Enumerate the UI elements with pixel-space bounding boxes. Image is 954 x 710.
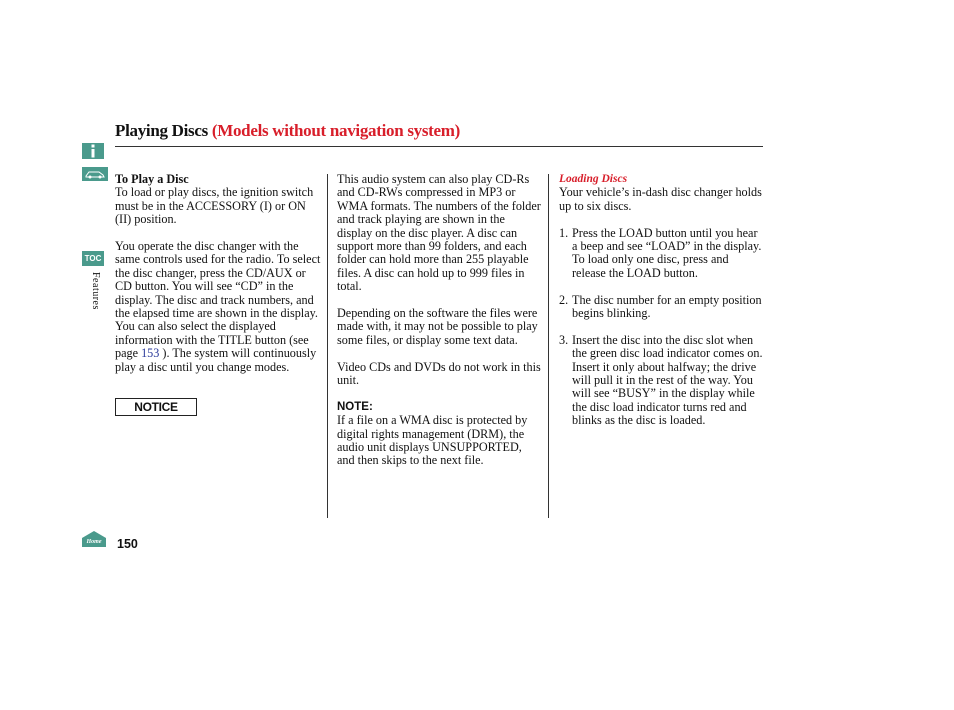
note-label: NOTE: xyxy=(337,400,373,413)
step-number: 3. xyxy=(559,332,569,347)
column-3 xyxy=(559,173,763,441)
page-title-sub: (Models without navigation system) xyxy=(211,121,460,140)
step-text: Press the LOAD button until you hear a beep and see “LOAD” in the display. To load only one disc, press and release the LOAD button. xyxy=(572,225,762,280)
notice-badge[interactable]: NOTICE xyxy=(115,398,197,416)
loading-steps-list xyxy=(559,227,763,428)
page-link-153[interactable]: 153 xyxy=(141,346,160,361)
column-1 xyxy=(115,173,321,387)
vehicle-index-icon[interactable] xyxy=(82,167,108,181)
col1-paragraph-2-tail: ). The system will continuously play a disc until you change modes. xyxy=(115,346,317,374)
title-rule xyxy=(115,146,763,147)
col1-paragraph-1: To load or play discs, the ignition switch must be in the ACCESSORY (I) or ON (II) position. xyxy=(115,185,314,227)
col2-paragraph-2: Depending on the software the files were made with, it may not be possible to play some files, or display some text data. xyxy=(337,306,538,347)
list-item xyxy=(559,334,763,428)
info-icon[interactable] xyxy=(82,143,104,159)
step-text: The disc number for an empty position begins blinking. xyxy=(572,292,762,321)
home-icon xyxy=(81,530,107,548)
loading-discs-heading: Loading Discs xyxy=(559,173,628,185)
column-2 xyxy=(337,173,542,481)
to-play-heading: To Play a Disc xyxy=(115,172,189,186)
toc-label: TOC xyxy=(84,254,102,263)
col2-paragraph-3: Video CDs and DVDs do not work in this unit. xyxy=(337,359,541,388)
page-number: 150 xyxy=(117,537,138,551)
col2-paragraph-4: If a file on a WMA disc is protected by digital rights management (DRM), the audio unit displays UNSUPPORTED, and then skips to the next file. xyxy=(337,413,528,468)
step-number: 1. xyxy=(559,225,569,240)
step-number: 2. xyxy=(559,292,569,307)
col2-paragraph-1: This audio system can also play CD-Rs and CD-RWs compressed in MP3 or WMA formats. The numbers of the folder and track playing are shown in the display on the disc player. A disc can support more than 99 folders, and each folder can hold more than 255 playable files. A disc can hold up to 999 files in total. xyxy=(337,172,541,294)
section-label: Features xyxy=(90,272,101,310)
car-icon xyxy=(84,169,106,179)
home-label: Home xyxy=(86,539,102,545)
step-text: Insert the disc into the disc slot when the green disc load indicator comes on. Insert it only about halfway; the drive will pull it in the rest of the way. You will see “BUSY” in the display while the disc load indicator turns red and blinks as the disc is loaded. xyxy=(572,332,763,428)
col1-paragraph-2 xyxy=(115,240,321,374)
col1-paragraph-2-text: You operate the disc changer with the same controls used for the radio. To select the disc changer, press the CD/AUX or CD button. You will see “CD” in the display. The disc and track numbers, and the elapsed time are shown in the display. You can also select the displayed information with the TITLE button (see page xyxy=(115,239,321,361)
home-button[interactable] xyxy=(81,530,107,548)
list-item xyxy=(559,294,763,321)
toc-button[interactable] xyxy=(82,251,104,266)
column-divider-2 xyxy=(548,174,549,518)
list-item xyxy=(559,227,763,281)
page-title-main: Playing Discs xyxy=(115,121,208,140)
column-divider-1 xyxy=(327,174,328,518)
info-glyph-icon xyxy=(88,144,98,158)
page-title xyxy=(115,121,460,141)
col3-intro: Your vehicle’s in-dash disc changer holds up to six discs. xyxy=(559,185,762,213)
